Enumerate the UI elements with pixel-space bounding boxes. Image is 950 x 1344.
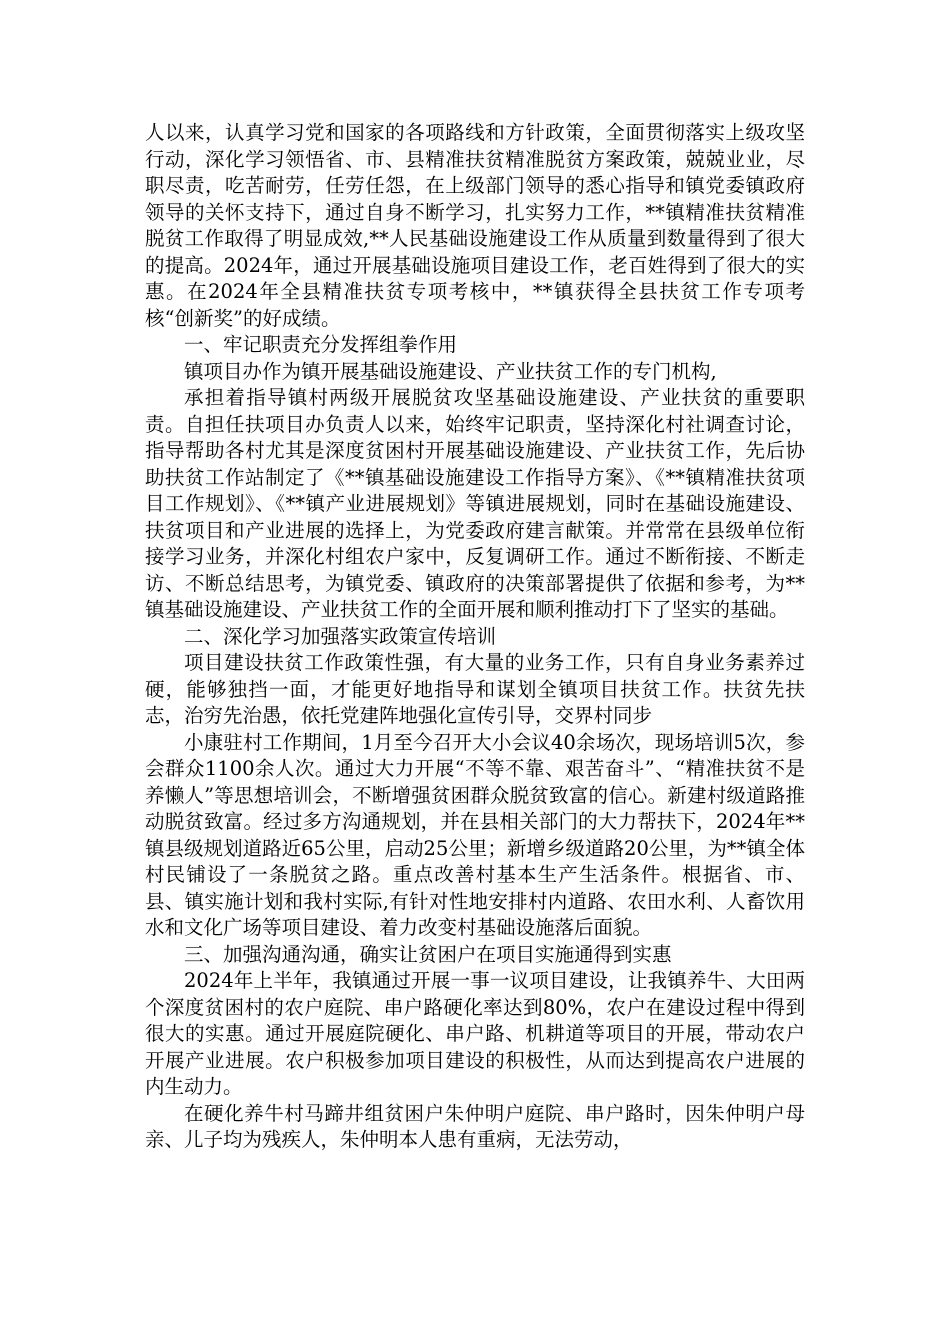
paragraph-1a: 镇项目办作为镇开展基础设施建设、产业扶贫工作的专门机构,	[184, 359, 717, 383]
section-heading-3: 三、加强沟通沟通，确实让贫困户在项目实施通得到实惠	[184, 942, 672, 966]
section-heading-2: 二、深化学习加强落实政策宣传培训	[184, 624, 497, 648]
document-page	[145, 120, 805, 1154]
paragraph-intro: 人以来，认真学习党和国家的各项路线和方针政策，全面贯彻落实上级攻坚行动，深化学习领悟省、市、县精准扶贫精准脱贫方案政策，兢兢业业，尽职尽责，吃苦耐劳，任劳任怨，在上级部门领导的悉心指导和镇党委镇政府领导的关怀支持下，通过自身不断学习，扎实努力工作，**镇精准扶贫精准脱贫工作取得了明显成效,**人民基础设施建设工作从质量到数量得到了很大的提高。2024年，通过开展基础设施项目建设工作，老百姓得到了很大的实惠。在2024年全县精准扶贫专项考核中，**镇获得全县扶贫工作专项考核“创新奖”的好成绩。	[145, 121, 805, 330]
section-heading-1: 一、牢记职责充分发挥组拳作用	[184, 333, 458, 356]
paragraph-3b: 在硬化养牛村马蹄井组贫困户朱仲明户庭院、串户路时，因朱仲明户母亲、儿子均为残疾人，朱仲明本人患有重病，无法劳动，	[145, 1101, 805, 1151]
paragraph-1b: 承担着指导镇村两级开展脱贫攻坚基础设施建设、产业扶贫的重要职责。自担任扶项目办负责人以来，始终牢记职责，坚持深化村社调查讨论，指导帮助各村尤其是深度贫困村开展基础设施建设、产业扶贫工作，先后协助扶贫工作站制定了《**镇基础设施建设工作指导方案》、《**镇精准扶贫项目工作规划》、《**镇产业进展规划》等镇进展规划，同时在基础设施建设、扶贫项目和产业进展的选择上，为党委政府建言献策。并常常在县级单位衔接学习业务，并深化村组农户家中，反复调研工作。通过不断衔接、不断走访、不断总结思考，为镇党委、镇政府的决策部署提供了依据和参考，为**镇基础设施建设、产业扶贫工作的全面开展和顺利推动打下了坚实的基础。	[145, 386, 805, 621]
paragraph-2a: 项目建设扶贫工作政策性强，有大量的业务工作，只有自身业务素养过硬，能够独挡一面，才能更好地指导和谋划全镇项目扶贫工作。扶贫先扶志，治穷先治愚，依托党建阵地强化宣传引导，交界村同步	[145, 651, 805, 727]
paragraph-2b: 小康驻村工作期间，1月至今召开大小会议40余场次，现场培训5次，参会群众1100余人次。通过大力开展“不等不靠、艰苦奋斗”、“精准扶贫不是养懒人”等思想培训会，不断增强贫困群众脱贫致富的信心。新建村级道路推动脱贫致富。经过多方沟通规划，并在县相关部门的大力帮扶下，2024年**镇县级规划道路近65公里，启动25公里；新增乡级道路20公里，为**镇全体村民铺设了一条脱贫之路。重点改善村基本生产生活条件。根据省、市、县、镇实施计划和我村实际,有针对性地安排村内道路、农田水利、人畜饮用水和文化广场等项目建设、着力改变村基础设施落后面貌。	[145, 730, 805, 939]
paragraph-3a: 2024年上半年，我镇通过开展一事一议项目建设，让我镇养牛、大田两个深度贫困村的农户庭院、串户路硬化率达到80%，农户在建设过程中得到很大的实惠。通过开展庭院硬化、串户路、机耕道等项目的开展，带动农户开展产业进展。农户积极参加项目建设的积极性，从而达到提高农户进展的内生动力。	[145, 969, 805, 1098]
